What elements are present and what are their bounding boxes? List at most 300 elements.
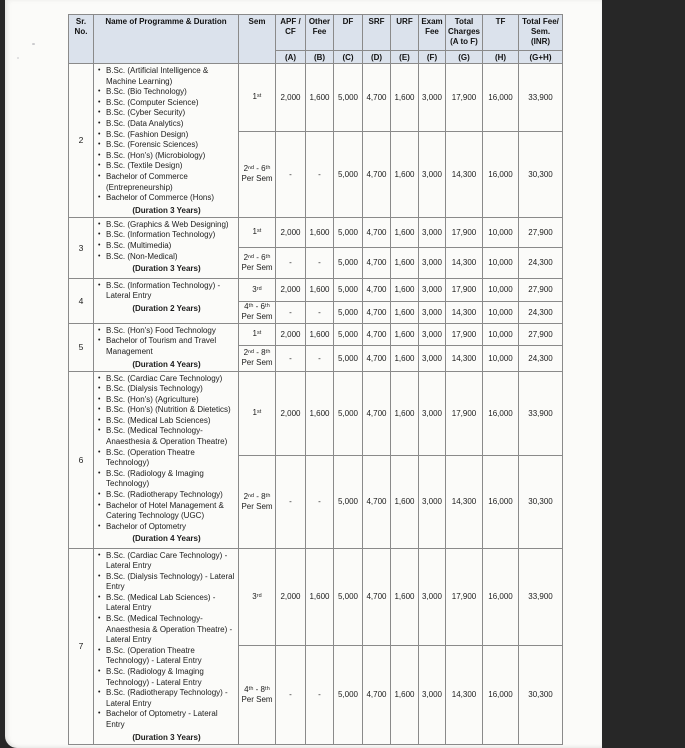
bullet-icon: • (98, 551, 101, 559)
programme-item (97, 151, 236, 162)
text-line: 2ⁿᵈ - 8ᵗʰ (243, 348, 271, 358)
fee-cell: 3,000 (419, 278, 446, 301)
fee-cell: - (276, 645, 306, 744)
fee-cell: 14,300 (446, 131, 483, 217)
programme-name: B.Sc. (Operation Theatre Technology) (106, 447, 195, 468)
fee-cell: 5,000 (334, 371, 363, 455)
fee-cell: - (306, 455, 334, 548)
programme-cell (94, 64, 239, 218)
fee-cell: 5,000 (334, 217, 363, 247)
fee-cell: 3,000 (419, 131, 446, 217)
text-line: Total (454, 17, 474, 26)
sem-cell (239, 323, 276, 345)
programme-item (97, 172, 236, 193)
fee-cell: 3,000 (419, 455, 446, 548)
bullet-icon: • (98, 615, 101, 623)
programme-item (97, 87, 236, 98)
text-line: DF (342, 17, 354, 26)
programme-name: B.Sc. (Forensic Sciences) (106, 140, 199, 150)
fee-cell: - (306, 247, 334, 278)
programme-name: B.Sc. (Information Technology) - Lateral Entry (106, 280, 221, 301)
fee-cell: 14,300 (446, 301, 483, 323)
fee-cell: 14,300 (446, 346, 483, 371)
fee-cell: 3,000 (419, 64, 446, 132)
programme-item (97, 119, 236, 130)
text-line: Total Fee/ (522, 17, 559, 26)
fee-cell: - (276, 301, 306, 323)
column-header (69, 15, 94, 64)
programme-cell (94, 548, 239, 744)
table-row (69, 217, 563, 247)
fee-cell: - (276, 131, 306, 217)
text-line: Per Sem (241, 262, 273, 272)
programme-item (97, 416, 236, 427)
programme-cell (94, 217, 239, 278)
programme-item (97, 161, 236, 172)
fee-cell: 24,300 (519, 301, 563, 323)
fee-cell: 10,000 (483, 278, 519, 301)
sem-cell (239, 645, 276, 744)
bullet-icon: • (98, 469, 101, 477)
column-subheader: (D) (363, 51, 391, 64)
fee-cell: 17,900 (446, 278, 483, 301)
fee-cell: 1,600 (306, 64, 334, 132)
programme-item (97, 193, 236, 204)
programme-item (97, 220, 236, 231)
programme-cell (94, 371, 239, 548)
text-line: URF (396, 17, 413, 26)
duration-label: (Duration 3 Years) (132, 732, 201, 742)
fee-cell: 33,900 (519, 371, 563, 455)
programme-item (97, 252, 236, 263)
text-line: Exam (421, 17, 443, 26)
sem-cell (239, 301, 276, 323)
programme-name: B.Sc. (Non-Medical) (106, 251, 178, 261)
fee-cell: 10,000 (483, 247, 519, 278)
duration-label: (Duration 4 Years) (132, 359, 201, 369)
programme-name: B.Sc. (Data Analytics) (106, 118, 184, 128)
programme-item (97, 98, 236, 109)
sem-cell (239, 278, 276, 301)
text-line: Fee (312, 27, 327, 36)
bullet-icon: • (98, 668, 101, 676)
text-line: TF (495, 17, 506, 26)
column-subheader: (E) (391, 51, 419, 64)
programme-item (97, 384, 236, 395)
text-line: No. (74, 27, 88, 36)
fee-cell: 2,000 (276, 323, 306, 345)
programme-item (97, 646, 236, 667)
bullet-icon: • (98, 572, 101, 580)
fee-cell: 5,000 (334, 645, 363, 744)
programme-item (97, 140, 236, 151)
fee-cell: 16,000 (483, 548, 519, 645)
programme-item (97, 108, 236, 119)
programme-name: B.Sc. (Dialysis Technology) - Lateral Entry (106, 571, 235, 592)
fee-cell: 1,600 (391, 301, 419, 323)
programme-name: Bachelor of Optometry (106, 521, 187, 531)
programme-item (97, 66, 236, 87)
bullet-icon: • (98, 141, 101, 149)
column-header (391, 15, 419, 51)
programme-item (97, 572, 236, 593)
sr-cell: 4 (69, 278, 94, 323)
bullet-icon: • (98, 231, 101, 239)
column-header (483, 15, 519, 51)
programme-name: Bachelor of Commerce (Entrepreneurship) (106, 171, 188, 192)
programme-name: B.Sc. (Operation Theatre Technology) - Lateral Entry (106, 645, 202, 666)
programme-item (97, 326, 236, 337)
programme-name: B.Sc. (Medical Lab Sciences) (106, 415, 211, 425)
text-line: (INR) (530, 37, 551, 46)
fee-table-header (69, 15, 563, 64)
sem-cell (239, 371, 276, 455)
fee-cell: 1,600 (306, 548, 334, 645)
fee-cell: 33,900 (519, 548, 563, 645)
bullet-icon: • (98, 374, 101, 382)
programme-name: B.Sc. (Computer Science) (106, 97, 199, 107)
programme-name: B.Sc. (Radiotherapy Technology) - Lateral Entry (106, 688, 228, 708)
sem-cell (239, 548, 276, 645)
fee-cell: 33,900 (519, 64, 563, 132)
header-row (69, 15, 563, 51)
column-header (239, 15, 276, 64)
text-line: 2ⁿᵈ - 6ᵗʰ (243, 164, 271, 174)
bullet-icon: • (98, 385, 101, 393)
fee-cell: 2,000 (276, 548, 306, 645)
programme-item (97, 501, 236, 522)
bullet-icon: • (98, 710, 101, 718)
fee-cell: 4,700 (363, 548, 391, 645)
fee-cell: 1,600 (306, 323, 334, 345)
document-page (5, 0, 602, 748)
programme-name: B.Sc. (Radiology & Imaging Technology) - Lateral Entry (106, 667, 204, 687)
column-subheader: (G) (446, 51, 483, 64)
fee-cell: 2,000 (276, 278, 306, 301)
programme-name: B.Sc. (Hon's) (Agriculture) (106, 394, 199, 404)
duration-label: (Duration 2 Years) (132, 303, 201, 313)
fee-cell: 3,000 (419, 247, 446, 278)
text-line: 2ⁿᵈ - 8ᵗʰ (243, 491, 271, 501)
fee-cell: 3,000 (419, 301, 446, 323)
bullet-icon: • (98, 119, 101, 127)
programme-cell (94, 323, 239, 371)
fee-cell: 1,600 (306, 217, 334, 247)
column-subheader: (F) (419, 51, 446, 64)
fee-cell: 16,000 (483, 64, 519, 132)
fee-cell: 24,300 (519, 346, 563, 371)
fee-cell: 16,000 (483, 645, 519, 744)
fee-cell: 17,900 (446, 64, 483, 132)
fee-cell: 27,900 (519, 278, 563, 301)
text-line: Fee (425, 27, 439, 36)
text-line: Per Sem (241, 694, 273, 704)
fee-cell: 1,600 (391, 455, 419, 548)
fee-cell: 5,000 (334, 301, 363, 323)
text-line: CF (285, 27, 296, 36)
fee-cell: 4,700 (363, 455, 391, 548)
programme-item (97, 336, 236, 357)
table-row (69, 323, 563, 345)
column-subheader: (B) (306, 51, 334, 64)
fee-cell: 1,600 (391, 64, 419, 132)
bullet-icon: • (98, 337, 101, 345)
programme-name: B.Sc. (Artificial Intelligence & Machine Learning) (106, 66, 209, 86)
column-subheader: (H) (483, 51, 519, 64)
text-line: APF / (280, 17, 301, 26)
text-line: Sem. (530, 27, 551, 36)
fee-cell: 24,300 (519, 247, 563, 278)
fee-cell: 17,900 (446, 371, 483, 455)
text-line: 3ʳᵈ (252, 284, 262, 294)
bullet-icon: • (98, 252, 101, 260)
fee-cell: 5,000 (334, 548, 363, 645)
fee-cell: 4,700 (363, 371, 391, 455)
column-header (306, 15, 334, 51)
bullet-icon: • (98, 427, 101, 435)
fee-cell: - (306, 301, 334, 323)
bullet-icon: • (98, 241, 101, 249)
fee-cell: 3,000 (419, 645, 446, 744)
sr-cell: 3 (69, 217, 94, 278)
column-header (446, 15, 483, 51)
fee-cell: 4,700 (363, 131, 391, 217)
fee-cell: 4,700 (363, 645, 391, 744)
fee-cell: 16,000 (483, 455, 519, 548)
fee-cell: - (276, 455, 306, 548)
bullet-icon: • (98, 448, 101, 456)
table-row (69, 371, 563, 455)
bullet-icon: • (98, 593, 101, 601)
programme-name: B.Sc. (Cyber Security) (106, 108, 186, 118)
fee-cell: 17,900 (446, 217, 483, 247)
fee-cell: 10,000 (483, 323, 519, 345)
programme-item (97, 551, 236, 572)
fee-cell: 1,600 (306, 371, 334, 455)
fee-cell: 1,600 (391, 346, 419, 371)
bullet-icon: • (98, 395, 101, 403)
fee-cell: 17,900 (446, 323, 483, 345)
text-line: Charges (447, 27, 480, 36)
fee-cell: 27,900 (519, 323, 563, 345)
scan-speck (17, 57, 19, 59)
programme-item (97, 405, 236, 416)
fee-cell: 10,000 (483, 346, 519, 371)
column-header (94, 15, 239, 64)
sem-cell (239, 217, 276, 247)
column-header (276, 15, 306, 51)
bullet-icon: • (98, 109, 101, 117)
programme-name: B.Sc. (Information Technology) (106, 230, 216, 240)
text-line: 1ˢᵗ (252, 227, 262, 237)
column-header (363, 15, 391, 51)
bullet-icon: • (98, 416, 101, 424)
bullet-icon: • (98, 646, 101, 654)
column-subheader: (C) (334, 51, 363, 64)
bullet-icon: • (98, 151, 101, 159)
text-line: Sem (248, 17, 266, 26)
bullet-icon: • (98, 130, 101, 138)
programme-item (97, 614, 236, 646)
bullet-icon: • (98, 98, 101, 106)
fee-cell: - (276, 346, 306, 371)
fee-cell: 2,000 (276, 371, 306, 455)
duration-label: (Duration 3 Years) (132, 205, 201, 215)
fee-cell: 3,000 (419, 346, 446, 371)
fee-table-body (69, 64, 563, 745)
duration-label: (Duration 4 Years) (132, 534, 201, 544)
text-line: 1ˢᵗ (252, 329, 262, 339)
fee-cell: 30,300 (519, 645, 563, 744)
fee-cell: - (276, 247, 306, 278)
programme-name: B.Sc. (Radiotherapy Technology) (106, 490, 223, 500)
programme-name: B.Sc. (Medical Technology- Anaesthesia & Operation Theatre) (106, 426, 228, 447)
programme-item (97, 448, 236, 469)
programme-name: Bachelor of Tourism and Travel Management (106, 336, 217, 356)
fee-cell: 2,000 (276, 64, 306, 132)
programme-name: B.Sc. (Multimedia) (106, 240, 172, 250)
sr-cell: 6 (69, 371, 94, 548)
programme-name: B.Sc. (Graphics & Web Designing) (106, 219, 229, 229)
fee-cell: - (306, 645, 334, 744)
text-line: (A to F) (450, 37, 478, 46)
programme-item (97, 593, 236, 614)
bullet-icon: • (98, 194, 101, 202)
sr-cell: 2 (69, 64, 94, 218)
programme-item (97, 395, 236, 406)
column-header (519, 15, 563, 51)
fee-cell: 1,600 (391, 131, 419, 217)
scan-speck (32, 43, 35, 45)
fee-cell: 5,000 (334, 323, 363, 345)
sem-cell (239, 346, 276, 371)
fee-cell: 5,000 (334, 455, 363, 548)
programme-name: B.Sc. (Hon's) Food Technology (106, 325, 216, 335)
text-line: Per Sem (241, 358, 273, 368)
sr-cell: 7 (69, 548, 94, 744)
text-line: 2ⁿᵈ - 6ᵗʰ (243, 252, 271, 262)
fee-cell: 1,600 (391, 247, 419, 278)
fee-cell: 1,600 (391, 645, 419, 744)
programme-name: Bachelor of Hotel Management & Catering Technology (UGC) (106, 500, 224, 521)
fee-cell: 1,600 (306, 278, 334, 301)
programme-item (97, 426, 236, 447)
text-line: 3ʳᵈ (252, 591, 262, 601)
bullet-icon: • (98, 522, 101, 530)
fee-cell: 1,600 (391, 548, 419, 645)
programme-name: B.Sc. (Textile Design) (106, 161, 183, 171)
fee-cell: 30,300 (519, 455, 563, 548)
programme-name: B.Sc. (Cardiac Care Technology) (106, 373, 223, 383)
fee-cell: 14,300 (446, 645, 483, 744)
fee-cell: 4,700 (363, 247, 391, 278)
column-header (334, 15, 363, 51)
programme-name: B.Sc. (Dialysis Technology) (106, 384, 203, 394)
bullet-icon: • (98, 88, 101, 96)
table-row (69, 548, 563, 645)
programme-item (97, 374, 236, 385)
programme-name: Bachelor of Optometry - Lateral Entry (106, 709, 218, 729)
text-line: 4ᵗʰ - 8ᵗʰ (244, 684, 270, 694)
fee-cell: 27,900 (519, 217, 563, 247)
programme-name: B.Sc. (Medical Technology- Anaesthesia & Operation Theatre) - Lateral Entry (106, 614, 233, 645)
column-subheader: (G+H) (519, 51, 563, 64)
programme-name: B.Sc. (Hon's) (Microbiology) (106, 150, 206, 160)
fee-cell: 4,700 (363, 346, 391, 371)
fee-cell: 16,000 (483, 371, 519, 455)
fee-cell: 5,000 (334, 278, 363, 301)
fee-cell: 4,700 (363, 301, 391, 323)
sr-cell: 5 (69, 323, 94, 371)
fee-cell: 1,600 (391, 371, 419, 455)
fee-cell: 4,700 (363, 278, 391, 301)
programme-item (97, 667, 236, 688)
bullet-icon: • (98, 281, 101, 289)
table-row (69, 64, 563, 132)
programme-name: B.Sc. (Medical Lab Sciences) - Lateral Entry (106, 592, 216, 613)
text-line: 4ᵗʰ - 6ᵗʰ (244, 302, 270, 312)
fee-cell: 5,000 (334, 346, 363, 371)
fee-cell: 10,000 (483, 301, 519, 323)
fee-cell: 3,000 (419, 371, 446, 455)
fee-cell: 3,000 (419, 217, 446, 247)
bullet-icon: • (98, 689, 101, 697)
fee-cell: 5,000 (334, 131, 363, 217)
duration-label: (Duration 3 Years) (132, 264, 201, 274)
fee-cell: 16,000 (483, 131, 519, 217)
column-subheader: (A) (276, 51, 306, 64)
programme-item (97, 490, 236, 501)
fee-cell: 3,000 (419, 323, 446, 345)
programme-item (97, 281, 236, 302)
text-line: Per Sem (241, 174, 273, 184)
text-line: Sr. (75, 17, 87, 26)
sem-cell (239, 64, 276, 132)
fee-cell: 17,900 (446, 548, 483, 645)
bullet-icon: • (98, 326, 101, 334)
programme-item (97, 709, 236, 730)
fee-cell: 10,000 (483, 217, 519, 247)
programme-item (97, 241, 236, 252)
programme-name: B.Sc. (Bio Technology) (106, 87, 187, 97)
fee-cell: 5,000 (334, 64, 363, 132)
fee-cell: 1,600 (391, 323, 419, 345)
column-header (419, 15, 446, 51)
programme-name: B.Sc. (Hon's) (Nutrition & Dietetics) (106, 405, 231, 415)
fee-cell: 4,700 (363, 217, 391, 247)
fee-cell: 30,300 (519, 131, 563, 217)
sem-cell (239, 455, 276, 548)
fee-cell: 2,000 (276, 217, 306, 247)
fee-cell: 14,300 (446, 455, 483, 548)
fee-cell: 14,300 (446, 247, 483, 278)
text-line: Per Sem (241, 501, 273, 511)
bullet-icon: • (98, 162, 101, 170)
sem-cell (239, 247, 276, 278)
table-row (69, 278, 563, 301)
text-line: 1ˢᵗ (252, 408, 262, 417)
bullet-icon: • (98, 220, 101, 228)
fee-cell: 5,000 (334, 247, 363, 278)
programme-name: B.Sc. (Radiology & Imaging Technology) (106, 468, 204, 489)
bullet-icon: • (98, 172, 101, 180)
programme-cell (94, 278, 239, 323)
text-line: Per Sem (241, 312, 273, 322)
programme-name: B.Sc. (Fashion Design) (106, 129, 189, 139)
programme-name: Bachelor of Commerce (Hons) (106, 193, 215, 203)
text-line: 1ˢᵗ (252, 92, 262, 102)
fee-cell: 3,000 (419, 548, 446, 645)
